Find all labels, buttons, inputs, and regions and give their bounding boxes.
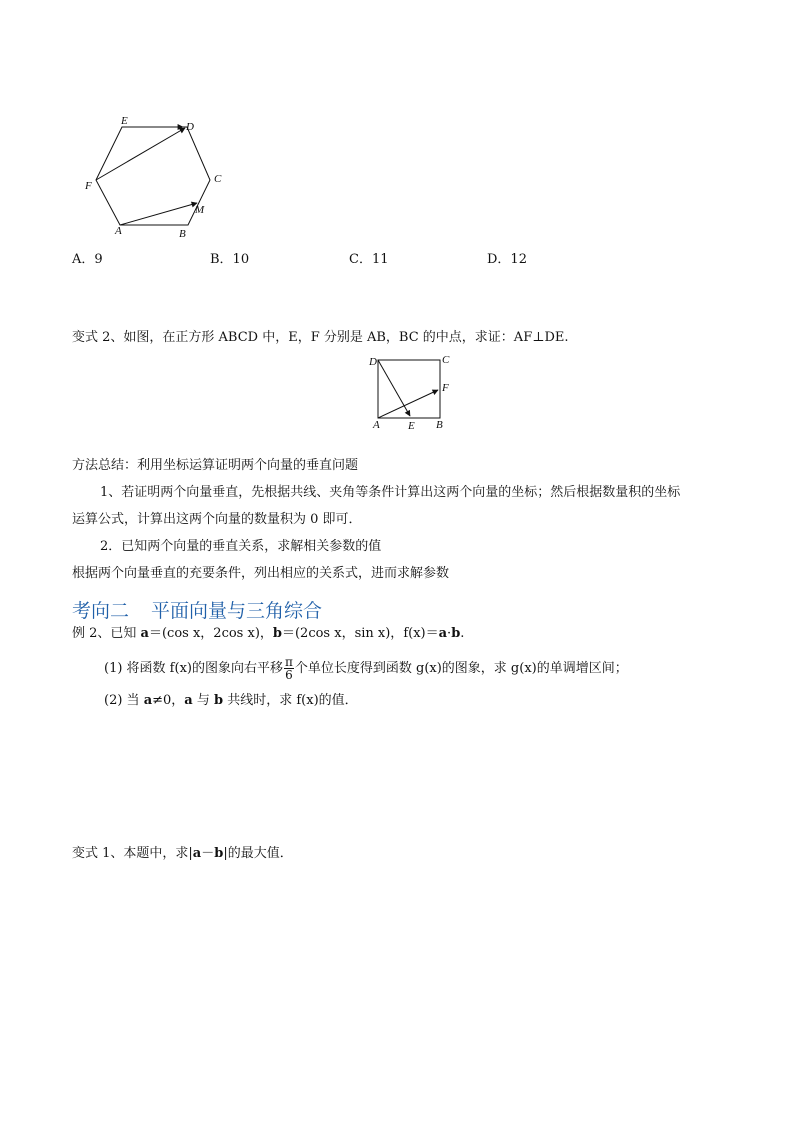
label-C: C — [214, 173, 222, 185]
variant1-vector-b: b — [214, 846, 224, 861]
method-point2: 2．已知两个向量的垂直关系，求解相关参数的值 — [100, 539, 382, 554]
sq-label-E: E — [408, 420, 415, 432]
variant1-pre: 变式 1、本题中，求| — [72, 846, 193, 861]
label-A: A — [115, 225, 122, 237]
q2-vector-b: b — [214, 693, 224, 708]
choice-c: C．11 — [349, 252, 389, 267]
q2-cond: ≠0， — [152, 693, 185, 708]
q1-post: 个单位长度得到函数 g(x)的图象，求 g(x)的单调增区间； — [294, 661, 628, 676]
vector-a-symbol: a — [140, 626, 149, 641]
choice-b: B．10 — [210, 252, 250, 267]
method-summary-title: 方法总结：利用坐标运算证明两个向量的垂直问题 — [72, 458, 359, 473]
label-E: E — [121, 115, 128, 127]
variant1-vector-a: a — [192, 846, 202, 861]
sq-label-D: D — [369, 356, 377, 368]
square-figure — [368, 352, 458, 432]
method-point2-detail: 根据两个向量垂直的充要条件，列出相应的关系式，进而求解参数 — [72, 566, 450, 581]
vector-b-symbol: b — [272, 626, 282, 641]
vector-DE — [378, 360, 410, 416]
sq-label-F: F — [442, 382, 449, 394]
q2-pre: (2) 当 — [104, 693, 144, 708]
dot-symbol: · — [447, 626, 452, 641]
square-outline — [378, 360, 440, 418]
choice-d: D．12 — [487, 252, 527, 267]
choice-a: A．9 — [72, 252, 103, 267]
example2-b-def: ＝(2cos x，sin x)， — [281, 626, 404, 641]
vector-b-symbol-2: b — [451, 626, 461, 641]
example2-a-def: ＝(cos x，2cos x)， — [148, 626, 273, 641]
example2-question1 — [104, 656, 628, 681]
section2-heading — [72, 596, 322, 623]
label-D: D — [186, 121, 194, 133]
q2-vector-a: a — [143, 693, 153, 708]
hexagon-figure — [80, 110, 240, 245]
label-F: F — [85, 180, 92, 192]
example2-question2 — [104, 692, 358, 710]
q1-pre: (1) 将函数 f(x)的图象向右平移 — [104, 661, 283, 676]
vector-a-symbol-2: a — [438, 626, 448, 641]
variant1-text — [72, 845, 293, 863]
label-M: M — [195, 204, 205, 216]
sq-label-C: C — [442, 354, 450, 366]
example2-end: . — [460, 626, 465, 641]
variant2-text: 变式 2、如图，在正方形 ABCD 中，E，F 分别是 AB，BC 的中点，求证：AF⊥DE. — [72, 330, 569, 345]
fraction-numerator: π — [284, 655, 293, 669]
vector-AM — [120, 203, 197, 225]
example2-f-def: f(x)＝ — [403, 626, 439, 641]
fraction-pi-over-6 — [284, 656, 294, 681]
hexagon-outline — [96, 127, 210, 225]
section2-number: 考向二 — [72, 600, 130, 622]
section2-title: 平面向量与三角综合 — [151, 600, 323, 622]
method-point1-line1: 1、若证明两个向量垂直，先根据共线、夹角等条件计算出这两个向量的坐标；然后根据数量积的坐标 — [100, 485, 681, 500]
vector-AF — [378, 390, 438, 418]
example2-prefix: 例 2、已知 — [72, 626, 141, 641]
q2-mid: 与 — [192, 693, 214, 708]
q2-post: 共线时，求 f(x)的值． — [223, 693, 358, 708]
fraction-denominator: 6 — [285, 668, 293, 682]
example2-statement — [72, 625, 464, 643]
method-point1-line2: 运算公式，计算出这两个向量的数量积为 0 即可． — [72, 512, 362, 527]
label-B: B — [179, 228, 186, 240]
variant1-post: |的最大值． — [223, 846, 293, 861]
sq-label-B: B — [436, 419, 443, 431]
variant1-minus: － — [201, 846, 215, 861]
vector-FD — [96, 128, 185, 180]
q2-vector-a-2: a — [184, 693, 193, 708]
sq-label-A: A — [373, 419, 380, 431]
